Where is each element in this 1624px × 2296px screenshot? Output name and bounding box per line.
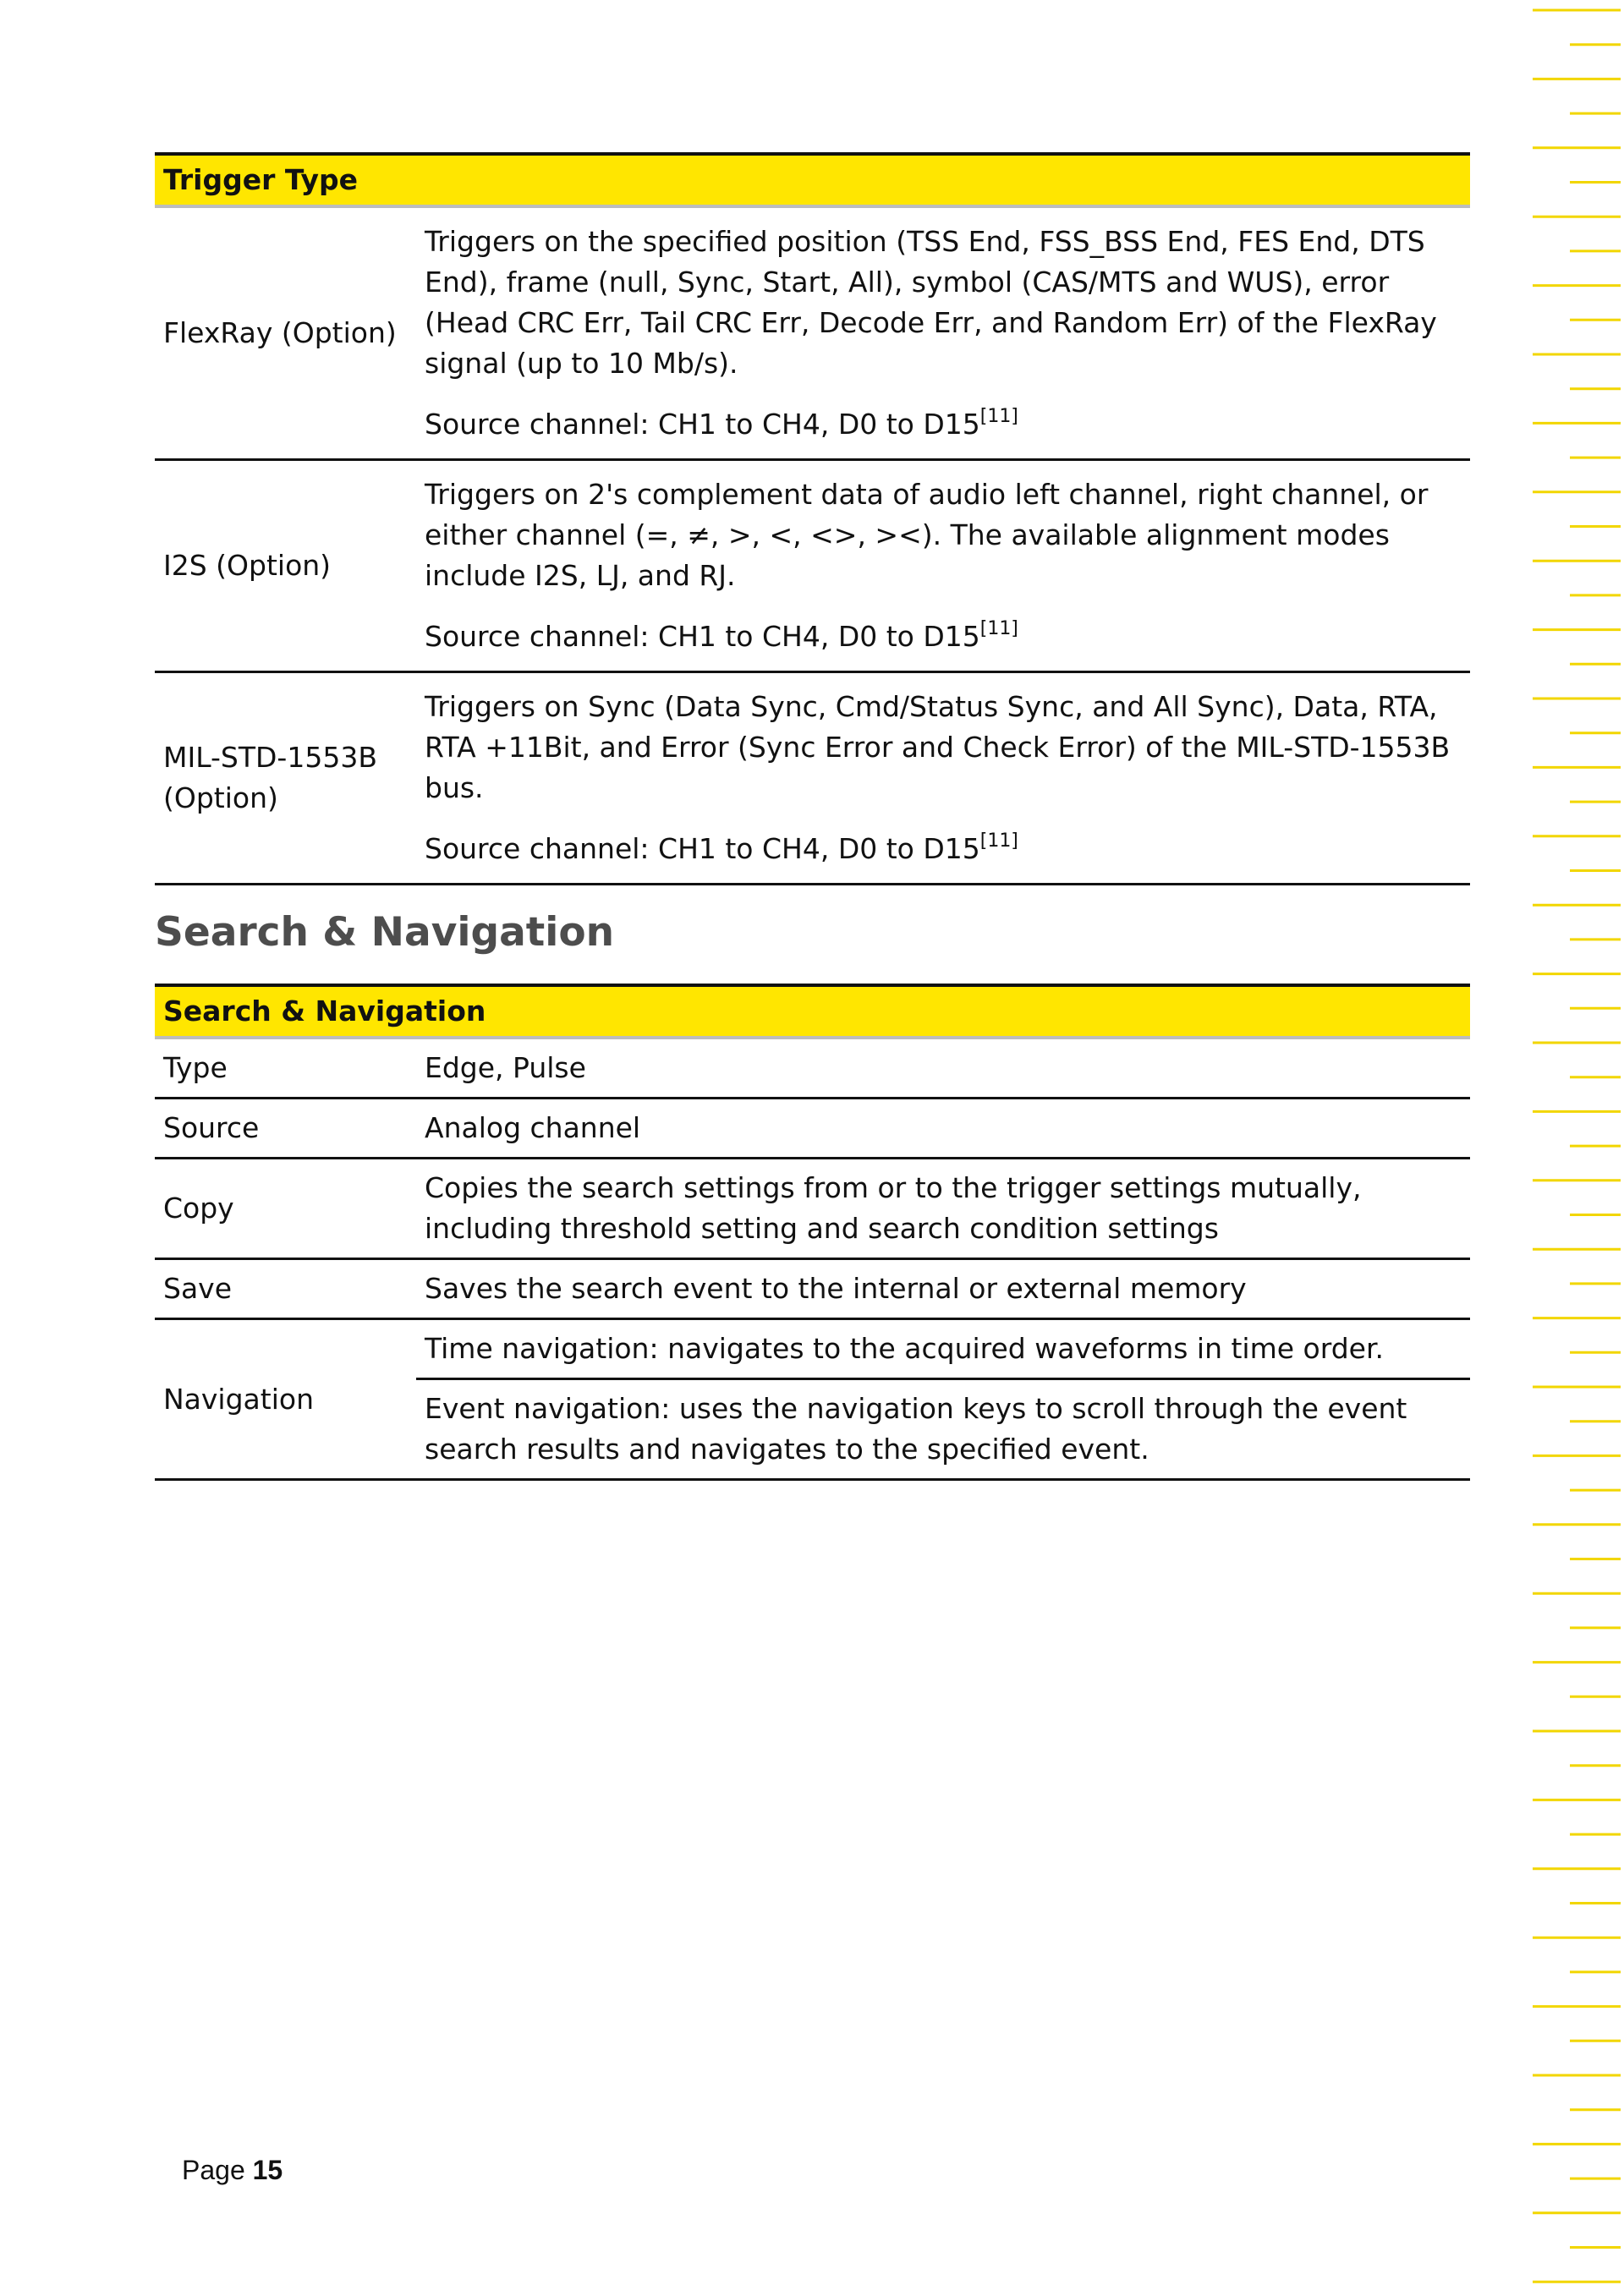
table-header-row [155, 154, 1470, 206]
table-row-save [155, 1259, 1470, 1319]
table-row-mil-std-1553b [155, 672, 1470, 885]
table-row-copy [155, 1159, 1470, 1259]
description-text: Triggers on 2's complement data of audio left channel, right channel, or either channel (=, ≠, >, <, <>, ><). The available alignment modes include I2S, LJ, and RJ. [425, 478, 1429, 592]
row-description [416, 672, 1470, 885]
source-channel-text: Source channel: CH1 to CH4, D0 to D15[11] [425, 830, 1018, 865]
footnote-ref[interactable]: [11] [979, 618, 1018, 639]
footnote-ref[interactable]: [11] [979, 830, 1018, 852]
row-label: MIL-STD-1553B (Option) [155, 672, 416, 885]
row-label: Copy [155, 1159, 416, 1259]
page-prefix: Page [182, 2155, 245, 2185]
navigation-item: Time navigation: navigates to the acquired waveforms in time order. [416, 1319, 1470, 1379]
row-label: I2S (Option) [155, 460, 416, 672]
row-label: FlexRay (Option) [155, 206, 416, 460]
table-row-type [155, 1038, 1470, 1099]
source-channel-text: Source channel: CH1 to CH4, D0 to D15[11] [425, 618, 1018, 653]
search-navigation-table [155, 984, 1470, 1481]
table-header: Trigger Type [155, 154, 1470, 206]
table-row-source [155, 1099, 1470, 1159]
page-content [155, 152, 1470, 1481]
row-value: Copies the search settings from or to the trigger settings mutually, including threshold setting and search condition settings [416, 1159, 1470, 1259]
page-number-value: 15 [252, 2155, 283, 2185]
source-channel-text: Source channel: CH1 to CH4, D0 to D15[11] [425, 406, 1018, 441]
navigation-item: Event navigation: uses the navigation keys to scroll through the event search results and navigates to the specified event. [416, 1379, 1470, 1480]
footnote-ref[interactable]: [11] [979, 406, 1018, 427]
row-label: Source [155, 1099, 416, 1159]
table-header-row [155, 985, 1470, 1038]
section-title: Search & Navigation [155, 909, 615, 956]
trigger-type-table [155, 152, 1470, 885]
row-label: Navigation [155, 1319, 416, 1480]
description-text: Triggers on Sync (Data Sync, Cmd/Status Sync, and All Sync), Data, RTA, RTA +11Bit, and Error (Sync Error and Check Error) of the MIL-STD-1553B bus. [425, 690, 1451, 804]
side-stripe-decoration [1529, 0, 1624, 2296]
table-row-i2s [155, 460, 1470, 672]
table-row-flexray [155, 206, 1470, 460]
row-value: Edge, Pulse [416, 1038, 1470, 1099]
table-header: Search & Navigation [155, 985, 1470, 1038]
row-label: Type [155, 1038, 416, 1099]
row-description [416, 460, 1470, 672]
row-value: Saves the search event to the internal or external memory [416, 1259, 1470, 1319]
table-row-navigation [155, 1319, 1470, 1379]
row-value: Analog channel [416, 1099, 1470, 1159]
row-label: Save [155, 1259, 416, 1319]
description-text: Triggers on the specified position (TSS End, FSS_BSS End, FES End, DTS End), frame (null, Sync, Start, All), symbol (CAS/MTS and WUS), error (Head CRC Err, Tail CRC Err, Decode Err, and Random Err) of the FlexRay signal (up to 10 Mb/s). [425, 225, 1437, 380]
row-description [416, 206, 1470, 460]
page-number [182, 2155, 283, 2186]
